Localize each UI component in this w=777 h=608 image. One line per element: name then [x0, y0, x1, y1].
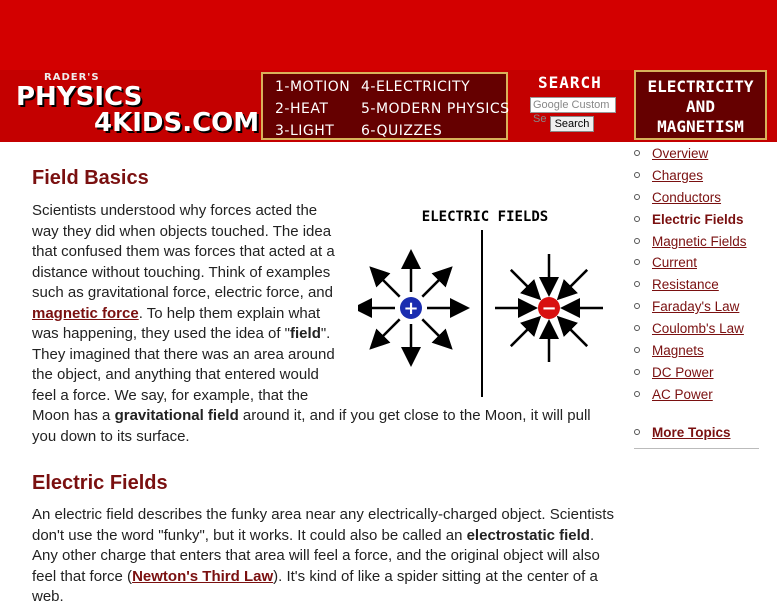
bullet-icon	[634, 369, 640, 375]
section-title-line1: ELECTRICITY	[647, 77, 754, 96]
bullet-icon	[634, 281, 640, 287]
sidebar-link[interactable]: DC Power	[652, 364, 714, 380]
sidebar-link[interactable]: Magnets	[652, 343, 704, 359]
logo-line2: 4KIDS.COM	[94, 108, 260, 138]
field-arrow	[422, 319, 449, 346]
paragraph-electric-fields	[32, 505, 617, 608]
sidebar-item[interactable]	[634, 386, 759, 408]
field-arrow	[560, 319, 587, 346]
topic-light[interactable]: 3-LIGHT	[275, 123, 335, 139]
sidebar-link[interactable]: Coulomb's Law	[652, 321, 744, 337]
top-banner	[0, 0, 777, 70]
sidebar-item[interactable]	[634, 320, 759, 342]
heading-electric-fields: Electric Fields	[32, 472, 168, 494]
sidebar-item[interactable]	[634, 298, 759, 320]
bullet-icon	[634, 194, 640, 200]
p1-text-d: around it, and if you get close to the Moon, it will pull you down to its surface.	[32, 407, 591, 445]
sidebar-item[interactable]	[634, 145, 759, 167]
bullet-icon	[634, 429, 640, 435]
minus-sign: −	[541, 298, 557, 319]
p2-bold-electrostatic: electrostatic field	[466, 526, 590, 544]
sidebar-item[interactable]	[634, 254, 759, 276]
topic-motion[interactable]: 1-MOTION	[275, 79, 351, 95]
sidebar-item[interactable]	[634, 233, 759, 255]
sidebar-link[interactable]: Electric Fields	[652, 211, 744, 227]
site-logo[interactable]	[10, 70, 260, 142]
link-magnetic-force[interactable]: magnetic force	[32, 304, 139, 322]
sidebar-list	[634, 145, 759, 446]
topic-heat[interactable]: 2-HEAT	[275, 101, 329, 117]
p1-text-c: ". They imagined that there was an area around the object, and anything that entered would feel a force. We say, for example, that the Moon has a	[32, 325, 335, 424]
bullet-icon	[634, 216, 640, 222]
sidebar-divider	[634, 448, 759, 449]
link-newtons-third-law[interactable]: Newton's Third Law	[132, 567, 274, 585]
search-input[interactable]: Google Custom Se	[530, 97, 616, 113]
bullet-icon	[634, 172, 640, 178]
logo-small-text: RADER'S	[44, 72, 100, 83]
section-title-line3: MAGNETISM	[657, 117, 744, 136]
bullet-icon	[634, 238, 640, 244]
electric-fields-figure	[358, 205, 613, 400]
sidebar-spacer	[634, 408, 759, 424]
field-arrow	[511, 319, 538, 346]
topic-quizzes[interactable]: 6-QUIZZES	[361, 123, 443, 139]
field-arrow	[511, 270, 538, 297]
sidebar-link[interactable]: Charges	[652, 167, 704, 183]
electric-fields-diagram	[358, 205, 613, 400]
site-header	[0, 70, 777, 142]
sidebar-link[interactable]: Resistance	[652, 277, 719, 293]
sidebar-link[interactable]: Magnetic Fields	[652, 233, 747, 249]
sidebar-link[interactable]: Current	[652, 255, 698, 271]
sidebar-nav	[634, 145, 759, 449]
bullet-icon	[634, 325, 640, 331]
bullet-icon	[634, 150, 640, 156]
field-arrow	[373, 270, 400, 297]
figure-title: ELECTRIC FIELDS	[421, 209, 549, 225]
field-arrow	[422, 270, 449, 297]
sidebar-item[interactable]	[634, 167, 759, 189]
sidebar-link[interactable]: AC Power	[652, 386, 713, 402]
field-arrow	[373, 319, 400, 346]
bullet-icon	[634, 259, 640, 265]
sidebar-link[interactable]: Faraday's Law	[652, 299, 740, 315]
plus-sign: +	[403, 298, 419, 319]
sidebar-item-more-topics[interactable]	[634, 424, 759, 446]
p1-text-a: Scientists understood why forces acted the way they did when objects touched. The idea that confused them was forces that acted at a distance without touching. Think of examples such as gravitational force, electric force, and	[32, 202, 335, 301]
p2-text-a: An electric field describes the funky area near any electrically-charged object. Scientists don't use the word "funky", but it works. It could also be called an	[32, 506, 614, 544]
sidebar-link[interactable]: Conductors	[652, 189, 722, 205]
sidebar-item[interactable]	[634, 364, 759, 386]
p1-bold-gravitational: gravitational field	[114, 407, 239, 424]
section-title-line2: AND	[686, 97, 715, 116]
sidebar-item[interactable]	[634, 211, 759, 233]
more-topics-link[interactable]: More Topics	[652, 424, 731, 440]
search-title: SEARCH	[538, 73, 602, 92]
bullet-icon	[634, 391, 640, 397]
topic-electricity[interactable]: 4-ELECTRICITY	[361, 79, 471, 95]
sidebar-item[interactable]	[634, 276, 759, 298]
bullet-icon	[634, 347, 640, 353]
sidebar-item[interactable]	[634, 342, 759, 364]
logo-line1: PHYSICS	[16, 82, 143, 112]
p2-text-c: ). It's kind of like a spider sitting at the center of a web.	[32, 567, 598, 605]
topic-nav	[261, 72, 508, 140]
section-title-box	[634, 70, 767, 140]
sidebar-link[interactable]: Overview	[652, 146, 709, 161]
bullet-icon	[634, 303, 640, 309]
search-button[interactable]: Search	[550, 116, 594, 132]
p1-bold-field: field	[290, 325, 321, 342]
topic-modern-physics[interactable]: 5-MODERN PHYSICS	[361, 101, 510, 117]
field-arrow	[560, 270, 587, 297]
p2-text-b: . Any other charge that enters that area will feel a force, and the original object will also feel that force (	[32, 526, 600, 585]
p1-text-b: . To help them explain what was happening, they used the idea of "	[32, 304, 321, 342]
heading-field-basics: Field Basics	[32, 167, 149, 189]
sidebar-item[interactable]	[634, 189, 759, 211]
